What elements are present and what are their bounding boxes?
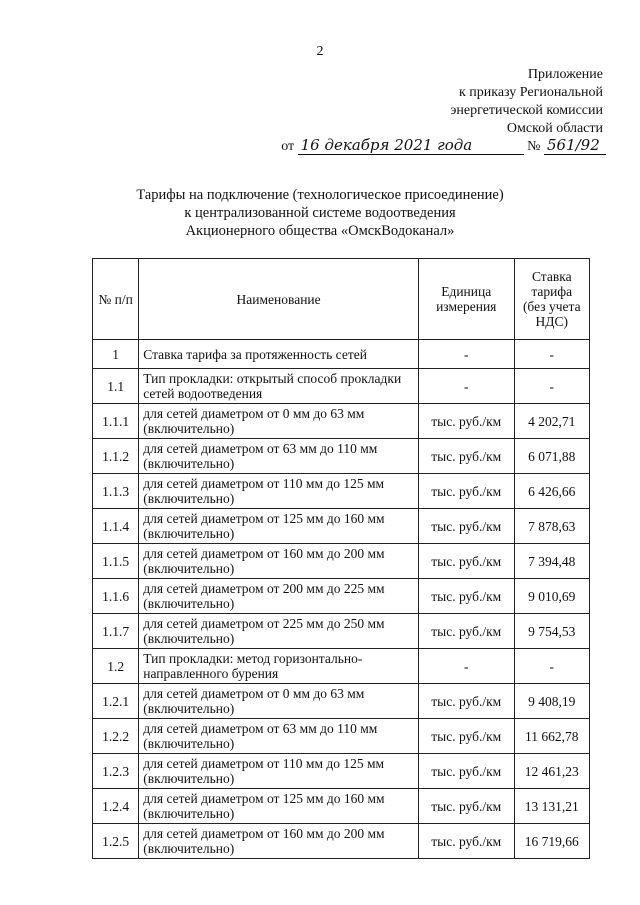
row-name: для сетей диаметром от 0 мм до 63 мм (включительно) xyxy=(139,684,419,719)
row-num: 1.1.4 xyxy=(93,509,139,544)
page-number: 2 xyxy=(316,44,324,59)
row-rate: 9 010,69 xyxy=(514,579,589,614)
table-row xyxy=(93,719,590,754)
handwritten-date: 16 декабря 2021 года xyxy=(298,136,524,155)
table-row xyxy=(93,824,590,859)
title-line: Акционерного общества «ОмскВодоканал» xyxy=(185,223,455,239)
table-row xyxy=(93,789,590,824)
table-row xyxy=(93,509,590,544)
row-unit: тыс. руб./км xyxy=(418,789,514,824)
header-name: Наименование xyxy=(139,259,419,340)
row-unit: - xyxy=(418,369,514,404)
row-num: 1.2 xyxy=(93,649,139,684)
row-num: 1.1.7 xyxy=(93,614,139,649)
row-rate: 4 202,71 xyxy=(514,404,589,439)
table-row xyxy=(93,614,590,649)
row-num: 1.1 xyxy=(93,369,139,404)
row-num: 1.1.5 xyxy=(93,544,139,579)
row-unit: тыс. руб./км xyxy=(418,404,514,439)
row-unit: тыс. руб./км xyxy=(418,579,514,614)
table-row xyxy=(93,754,590,789)
row-unit: тыс. руб./км xyxy=(418,824,514,859)
row-unit: тыс. руб./км xyxy=(418,684,514,719)
row-name: для сетей диаметром от 63 мм до 110 мм (включительно) xyxy=(139,719,419,754)
row-rate: 9 408,19 xyxy=(514,684,589,719)
row-unit: тыс. руб./км xyxy=(418,544,514,579)
row-num: 1.1.6 xyxy=(93,579,139,614)
table-row xyxy=(93,439,590,474)
row-name: для сетей диаметром от 125 мм до 160 мм (включительно) xyxy=(139,789,419,824)
table-row xyxy=(93,684,590,719)
row-rate: 6 426,66 xyxy=(514,474,589,509)
table-row xyxy=(93,544,590,579)
row-num: 1.2.4 xyxy=(93,789,139,824)
appendix-block xyxy=(450,66,603,138)
header-num: № п/п xyxy=(93,259,139,340)
row-name: для сетей диаметром от 110 мм до 125 мм (включительно) xyxy=(139,754,419,789)
table-row xyxy=(93,404,590,439)
row-rate: - xyxy=(514,649,589,684)
row-name: Тип прокладки: метод горизонтально-направленного бурения xyxy=(139,649,419,684)
row-name: Ставка тарифа за протяженность сетей xyxy=(139,340,419,369)
tariff-table xyxy=(92,258,590,859)
row-rate: - xyxy=(514,340,589,369)
row-num: 1.1.1 xyxy=(93,404,139,439)
row-num: 1.2.2 xyxy=(93,719,139,754)
appendix-line: энергетической комиссии xyxy=(450,103,603,118)
order-date-number xyxy=(281,136,606,155)
row-unit: тыс. руб./км xyxy=(418,719,514,754)
title-line: Тарифы на подключение (технологическое присоединение) xyxy=(136,187,504,203)
appendix-line: к приказу Региональной xyxy=(458,85,603,100)
row-rate: 6 071,88 xyxy=(514,439,589,474)
row-rate: - xyxy=(514,369,589,404)
row-name: для сетей диаметром от 110 мм до 125 мм (включительно) xyxy=(139,474,419,509)
header-rate: Ставка тарифа (без учета НДС) xyxy=(514,259,589,340)
appendix-line: Омской области xyxy=(506,121,603,136)
row-name: для сетей диаметром от 225 мм до 250 мм (включительно) xyxy=(139,614,419,649)
row-num: 1.2.5 xyxy=(93,824,139,859)
row-rate: 7 878,63 xyxy=(514,509,589,544)
row-unit: тыс. руб./км xyxy=(418,474,514,509)
header-unit: Единица измерения xyxy=(418,259,514,340)
row-name: для сетей диаметром от 200 мм до 225 мм (включительно) xyxy=(139,579,419,614)
row-num: 1.1.3 xyxy=(93,474,139,509)
table-row xyxy=(93,369,590,404)
row-num: 1.1.2 xyxy=(93,439,139,474)
row-unit: тыс. руб./км xyxy=(418,509,514,544)
row-name: для сетей диаметром от 0 мм до 63 мм (включительно) xyxy=(139,404,419,439)
handwritten-number: 561/92 xyxy=(544,136,606,155)
row-rate: 12 461,23 xyxy=(514,754,589,789)
appendix-line: Приложение xyxy=(527,67,603,82)
row-unit: - xyxy=(418,649,514,684)
row-unit: тыс. руб./км xyxy=(418,614,514,649)
number-label: № xyxy=(527,139,541,154)
table-header-row xyxy=(93,259,590,340)
table-row xyxy=(93,474,590,509)
row-rate: 16 719,66 xyxy=(514,824,589,859)
row-name: Тип прокладки: открытый способ прокладки сетей водоотведения xyxy=(139,369,419,404)
row-rate: 9 754,53 xyxy=(514,614,589,649)
row-unit: тыс. руб./км xyxy=(418,439,514,474)
row-unit: тыс. руб./км xyxy=(418,754,514,789)
row-num: 1.2.3 xyxy=(93,754,139,789)
from-label: от xyxy=(281,139,295,154)
table-row xyxy=(93,340,590,369)
title-line: к централизованной системе водоотведения xyxy=(184,205,456,221)
table-row xyxy=(93,579,590,614)
table-row xyxy=(93,649,590,684)
row-rate: 13 131,21 xyxy=(514,789,589,824)
row-name: для сетей диаметром от 160 мм до 200 мм (включительно) xyxy=(139,824,419,859)
document-title xyxy=(0,186,640,240)
row-rate: 11 662,78 xyxy=(514,719,589,754)
row-unit: - xyxy=(418,340,514,369)
row-num: 1.2.1 xyxy=(93,684,139,719)
row-name: для сетей диаметром от 63 мм до 110 мм (включительно) xyxy=(139,439,419,474)
row-num: 1 xyxy=(93,340,139,369)
row-name: для сетей диаметром от 160 мм до 200 мм (включительно) xyxy=(139,544,419,579)
row-rate: 7 394,48 xyxy=(514,544,589,579)
row-name: для сетей диаметром от 125 мм до 160 мм (включительно) xyxy=(139,509,419,544)
